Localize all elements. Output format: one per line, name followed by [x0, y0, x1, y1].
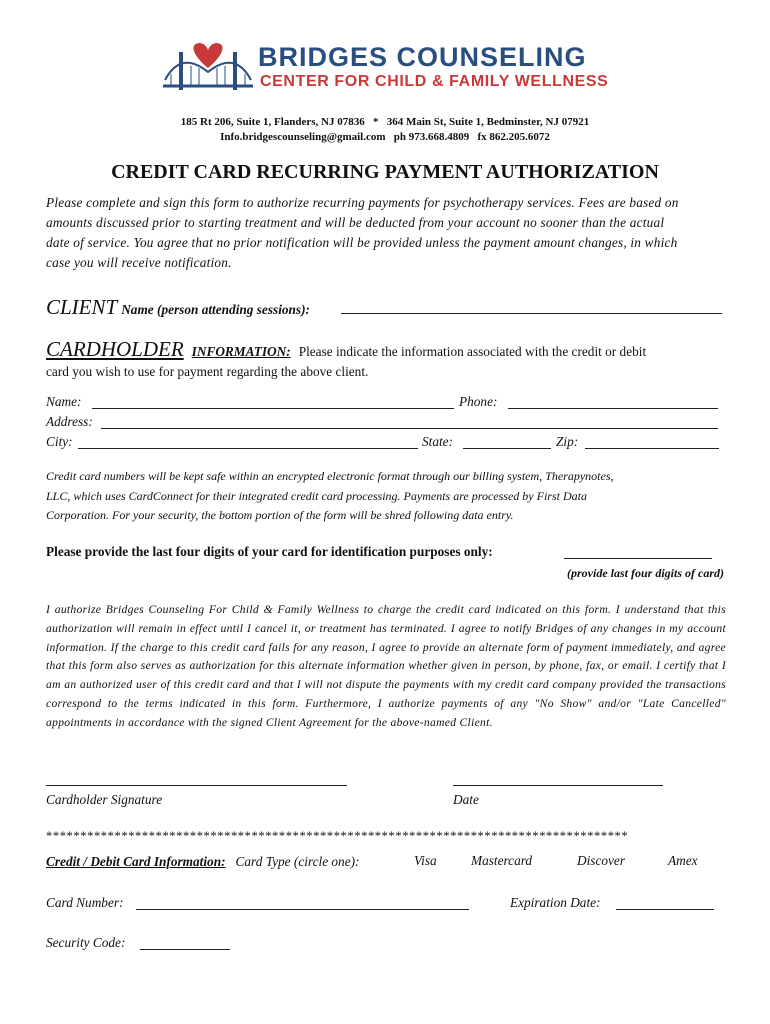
date-label: Date — [453, 792, 479, 807]
card-type-visa[interactable]: Visa — [414, 853, 437, 868]
state-label: State: — [422, 434, 454, 449]
card-type-mastercard[interactable]: Mastercard — [471, 853, 533, 868]
intro-line: date of service. You agree that no prior notification will be provided unless the payment amount changes, in which — [46, 235, 678, 250]
address-line: 185 Rt 206, Suite 1, Flanders, NJ 07836 * 364 Main St, Suite 1, Bedminster, NJ 07921 — [180, 116, 590, 128]
phone-field[interactable] — [508, 408, 718, 409]
expiration-field[interactable] — [616, 909, 714, 910]
client-row — [46, 295, 310, 320]
cardholder-heading: CARDHOLDER — [46, 337, 184, 361]
card-type-label: Card Type (circle one): — [235, 854, 360, 869]
authorization-text: I authorize Bridges Counseling For Child & Family Wellness to charge the credit card indicated on this form. I understand that this authorization will remain in effect until I cancel it, or treatment has terminated. I agree to notify Bridges of any changes in my account information. If the charge to this credit card fails for any reason, I agree to provide an alternate form of payment immediately, and agree that this form also serves as authorization for this alternate information whether given in person, by phone, fax, or email. I certify that I am an authorized user of this credit card and that I will not dispute the payments with my credit card company provided the transactions correspond to the terms indicated in this form. Furthermore, I authorize payments of any "No Show" and/or "Late Cancelled" appointments in accordance with the signed Client Agreement for the above-named Client. — [46, 603, 726, 729]
client-name-field[interactable] — [341, 313, 722, 314]
address-field[interactable] — [101, 428, 718, 429]
security-note — [46, 467, 730, 526]
client-name-label: Name (person attending sessions): — [121, 302, 310, 317]
name-field[interactable] — [92, 408, 454, 409]
security-note-line: LLC, which uses CardConnect for their integrated credit card processing. Payments are processed by First Data — [46, 488, 587, 503]
state-field[interactable] — [463, 448, 551, 449]
zip-field[interactable] — [585, 448, 719, 449]
client-heading: CLIENT — [46, 295, 118, 319]
city-field[interactable] — [78, 448, 418, 449]
last-four-label: Please provide the last four digits of your card for identification purposes only: — [46, 544, 493, 559]
intro-line: case you will receive notification. — [46, 255, 232, 270]
card-info-row — [46, 853, 359, 871]
card-number-label: Card Number: — [46, 895, 124, 910]
signature-label: Cardholder Signature — [46, 792, 163, 807]
logo-subtitle: CENTER FOR CHILD & FAMILY WELLNESS — [260, 73, 609, 90]
intro-line: Please complete and sign this form to authorize recurring payments for psychotherapy services. Fees are based on — [46, 195, 679, 210]
separator: ************************************************************************************* — [46, 829, 629, 843]
phone-label: Phone: — [459, 394, 498, 409]
signature-field[interactable] — [46, 785, 347, 786]
expiration-label: Expiration Date: — [510, 895, 601, 910]
address-label: Address: — [46, 414, 93, 429]
form-title: CREDIT CARD RECURRING PAYMENT AUTHORIZATION — [111, 161, 659, 183]
card-type-amex[interactable]: Amex — [668, 853, 698, 868]
logo-title: BRIDGES COUNSELING — [258, 42, 587, 72]
security-note-line: Credit card numbers will be kept safe within an encrypted electronic format through our billing system, Therapynotes, — [46, 469, 614, 483]
cardholder-note-continued: card you wish to use for payment regarding the above client. — [46, 364, 369, 379]
card-info-heading: Credit / Debit Card Information: — [46, 854, 226, 869]
logo — [163, 40, 613, 100]
contact-line: Info.bridgescounseling@gmail.com ph 973.668.4809 fx 862.205.6072 — [220, 131, 550, 143]
name-label: Name: — [46, 394, 82, 409]
cardholder-row — [46, 337, 646, 362]
cardholder-subheading: INFORMATION: — [191, 344, 291, 359]
cardholder-note: Please indicate the information associated with the credit or debit — [298, 344, 647, 359]
zip-label: Zip: — [556, 434, 579, 449]
city-label: City: — [46, 434, 73, 449]
last-four-field[interactable] — [564, 558, 712, 559]
last-four-hint: (provide last four digits of card) — [567, 566, 724, 580]
card-number-field[interactable] — [136, 909, 469, 910]
security-code-field[interactable] — [140, 949, 230, 950]
date-field[interactable] — [453, 785, 663, 786]
security-code-label: Security Code: — [46, 935, 126, 950]
intro-line: amounts discussed prior to starting treatment and will be deducted from your account no sooner than the actual — [46, 215, 665, 230]
bridge-heart-logo-icon — [163, 40, 253, 98]
card-type-discover[interactable]: Discover — [577, 853, 625, 868]
intro-paragraph — [46, 193, 730, 273]
security-note-line: Corporation. For your security, the bottom portion of the form will be shred following data entry. — [46, 508, 514, 522]
